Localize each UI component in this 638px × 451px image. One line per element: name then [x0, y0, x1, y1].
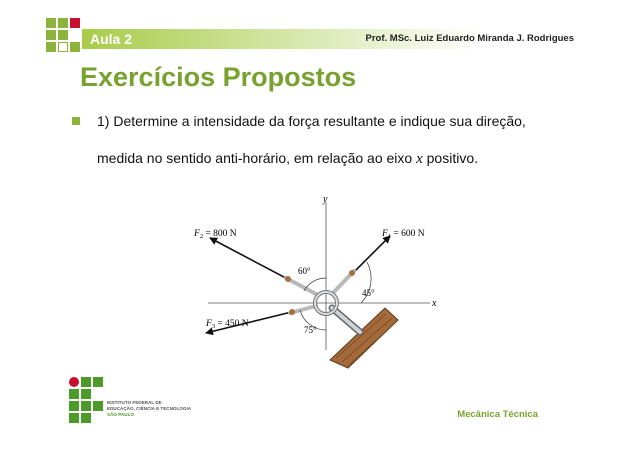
- exercise-text-part: positivo.: [422, 150, 478, 166]
- lesson-label: Aula 2: [90, 31, 133, 47]
- rope-knot: [349, 270, 355, 276]
- force-diagram: [180, 190, 450, 370]
- corner-decoration: [0, 0, 90, 60]
- rope-knot: [289, 309, 295, 315]
- professor-name: Prof. MSc. Luiz Eduardo Miranda J. Rodrigues: [365, 33, 574, 44]
- y-axis-label: y: [323, 194, 328, 205]
- force-label-f3: $F_3 = 450$ N: [206, 319, 249, 330]
- logo-text-line1: INSTITUTO FEDERAL DE: [107, 400, 162, 405]
- force-label-f2: $F_2 = 800$ N: [194, 229, 237, 240]
- footer-course: Mecânica Técnica: [457, 409, 538, 420]
- force-label-f1: $F_1 = 600$ N: [382, 229, 425, 240]
- logo-text-line2: EDUCAÇÃO, CIÊNCIA E TECNOLOGIA: [107, 406, 192, 411]
- slide-title: Exercícios Propostos: [80, 62, 357, 92]
- rope-knot: [285, 276, 291, 282]
- exercise-text-line1: 1) Determine a intensidade da força resultante e indique sua direção,: [97, 113, 526, 129]
- logo-dot: [69, 377, 79, 387]
- exercise-text-part: medida no sentido anti-horário, em relação ao eixo: [97, 150, 417, 166]
- bullet-marker: [72, 117, 80, 125]
- logo-text-line3: SÃO PAULO: [107, 412, 134, 417]
- x-axis-label: x: [432, 298, 437, 309]
- institution-logo: [68, 376, 208, 426]
- exercise-text-line2: [97, 148, 478, 169]
- angle-label-75: 75°: [304, 325, 317, 335]
- angle-label-60: 60°: [298, 266, 311, 276]
- angle-label-45: 45°: [362, 288, 375, 298]
- axis-symbol: x: [416, 151, 423, 167]
